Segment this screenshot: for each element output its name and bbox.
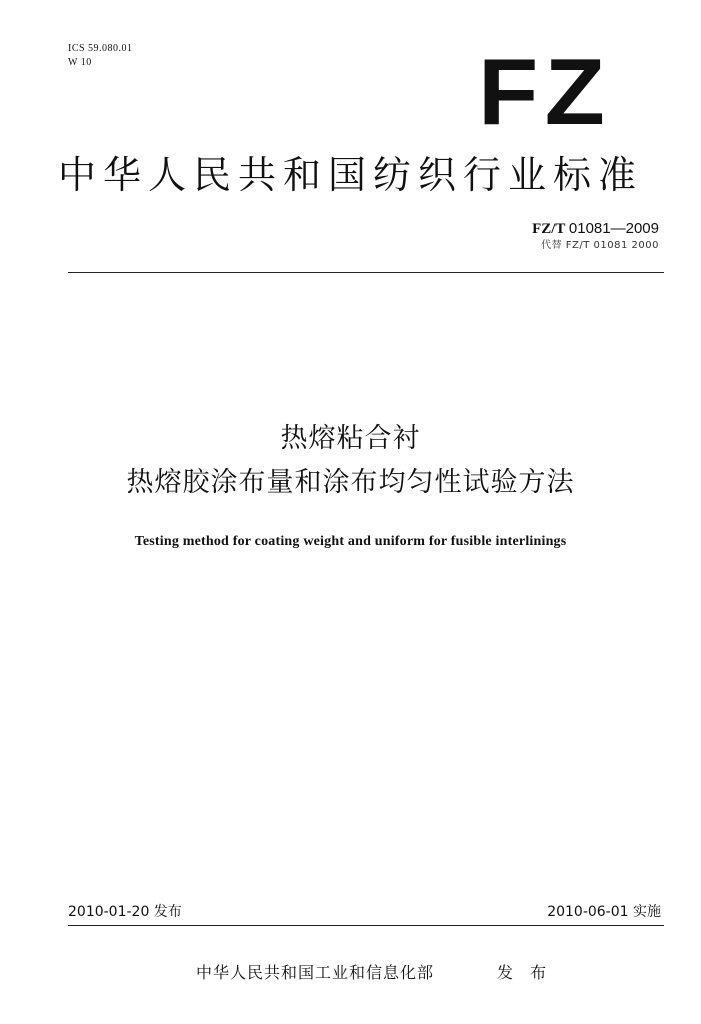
standard-title: 中华人民共和国纺织行业标准 <box>57 153 643 197</box>
issue-date: 2010-01-20 发布 <box>68 904 182 920</box>
document-title-line-1: 热熔粘合衬 <box>280 423 421 454</box>
document-title-line-2: 热熔胶涂布量和涂布均匀性试验方法 <box>126 467 575 498</box>
classification-code: W 10 <box>68 57 92 68</box>
replaces-note: 代替 FZ/T 01081 2000 <box>541 240 659 251</box>
publisher-name: 中华人民共和国工业和信息化部 <box>196 963 435 982</box>
standard-code-prefix: FZ/T <box>532 221 566 237</box>
standard-code <box>532 220 659 238</box>
implementation-date: 2010-06-01 实施 <box>547 904 661 920</box>
document-title-english: Testing method for coating weight and uniform for fusible interlinings <box>134 534 567 549</box>
bottom-divider <box>68 925 664 926</box>
publish-label: 发 布 <box>497 963 553 982</box>
fz-logo: FZ <box>478 39 612 144</box>
top-divider <box>68 272 664 273</box>
ics-code: ICS 59.080.01 <box>68 43 133 54</box>
standard-code-number: 01081—2009 <box>568 220 659 237</box>
